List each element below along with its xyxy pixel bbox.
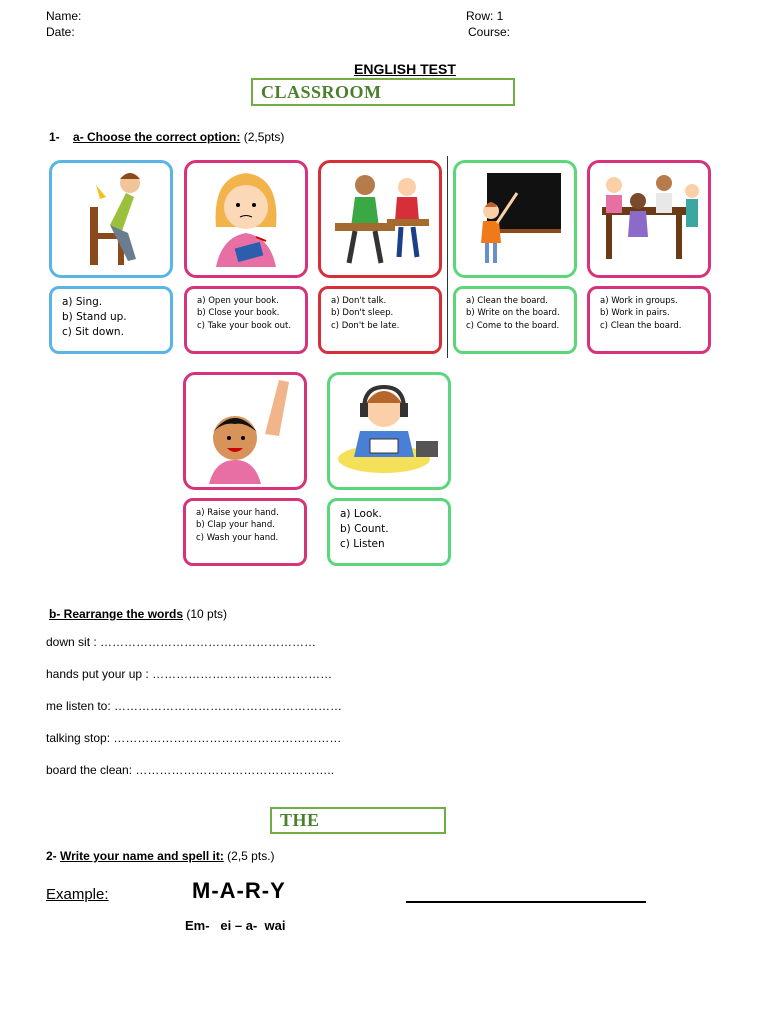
question-1b-label: b- Rearrange the words — [49, 607, 184, 621]
question-2-number: 2- — [46, 849, 57, 863]
boys-at-desk-icon — [325, 167, 435, 272]
answer-option[interactable]: c) Don't be late. — [331, 320, 400, 331]
name-label: Name: — [46, 9, 82, 23]
option-card — [183, 372, 307, 543]
example-spelling: Em- ei – a- wai — [185, 918, 286, 933]
answer-option[interactable]: b) Clap your hand. — [196, 520, 275, 531]
option-card — [587, 160, 711, 331]
card-options — [587, 286, 711, 354]
card-picture — [49, 160, 173, 278]
answer-option[interactable]: c) Clean the board. — [600, 320, 682, 331]
answer-option[interactable]: c) Take your book out. — [197, 320, 292, 331]
card-options — [184, 286, 308, 354]
question-1a-heading — [49, 130, 284, 144]
card-picture — [587, 160, 711, 278]
page-title: ENGLISH TEST — [354, 61, 456, 77]
column-divider — [447, 156, 448, 358]
card-picture — [327, 372, 451, 490]
section-title-the: THE — [270, 807, 446, 834]
answer-option[interactable]: c) Sit down. — [62, 326, 124, 339]
group-work-icon — [594, 167, 704, 272]
answer-option[interactable]: a) Sing. — [62, 296, 103, 308]
answer-option[interactable]: b) Stand up. — [62, 311, 127, 324]
option-card — [184, 160, 308, 331]
example-label: Example: — [46, 886, 109, 903]
question-1b-heading — [49, 607, 227, 621]
rearrange-line: me listen to: ………………………………………………… — [46, 699, 343, 713]
card-picture — [453, 160, 577, 278]
card-options — [49, 286, 173, 354]
question-2-points: (2,5 pts.) — [227, 849, 275, 863]
question-1b-points: (10 pts) — [186, 607, 228, 621]
answer-option[interactable]: b) Close your book. — [197, 308, 280, 319]
card-options — [327, 498, 451, 566]
answer-option[interactable]: c) Come to the board. — [466, 320, 560, 331]
answer-option[interactable]: a) Clean the board. — [466, 296, 548, 306]
date-label: Date: — [46, 25, 75, 39]
answer-option[interactable]: c) Wash your hand. — [196, 532, 279, 543]
card-options — [183, 498, 307, 566]
answer-option[interactable]: a) Work in groups. — [600, 296, 678, 306]
answer-option[interactable]: b) Count. — [340, 523, 389, 536]
option-card — [49, 160, 173, 339]
answer-option[interactable]: a) Don't talk. — [331, 296, 387, 306]
example-name: M-A-R-Y — [192, 878, 286, 903]
course-label: Course: — [468, 25, 511, 39]
card-options — [318, 286, 442, 354]
question-1a-points: (2,5pts) — [243, 130, 285, 144]
answer-option[interactable]: c) Listen — [340, 538, 385, 551]
rearrange-line: talking stop: ………………………………………………… — [46, 731, 342, 745]
answer-option[interactable]: b) Don't sleep. — [331, 308, 394, 319]
rearrange-line: board the clean: ………………………………………….. — [46, 763, 335, 777]
raised-hand-icon — [195, 374, 295, 489]
card-picture — [183, 372, 307, 490]
answer-option[interactable]: a) Look. — [340, 508, 382, 520]
answer-option[interactable]: b) Write on the board. — [466, 308, 560, 319]
answer-blank-line[interactable] — [406, 901, 646, 903]
card-picture — [318, 160, 442, 278]
option-card — [453, 160, 577, 331]
question-2-heading — [46, 849, 275, 863]
girl-with-book-icon — [196, 167, 296, 272]
rearrange-line: hands put your up : ……………………………………… — [46, 667, 333, 681]
girl-at-board-icon — [465, 167, 565, 272]
card-options — [453, 286, 577, 354]
section-title-classroom: CLASSROOM — [251, 78, 515, 106]
option-card — [327, 372, 451, 551]
answer-option[interactable]: b) Work in pairs. — [600, 308, 670, 319]
card-picture — [184, 160, 308, 278]
rearrange-line: down sit : ……………………………………………… — [46, 635, 317, 649]
sitting-boy-icon — [66, 167, 156, 272]
answer-option[interactable]: a) Raise your hand. — [196, 508, 279, 518]
question-1a-label: a- Choose the correct option: — [73, 130, 241, 144]
boy-headphones-icon — [334, 379, 444, 484]
question-1-number: 1- — [49, 130, 60, 144]
answer-option[interactable]: a) Open your book. — [197, 296, 279, 306]
question-2-label: Write your name and spell it: — [60, 849, 224, 863]
row-label: Row: 1 — [466, 9, 504, 23]
option-card — [318, 160, 442, 331]
